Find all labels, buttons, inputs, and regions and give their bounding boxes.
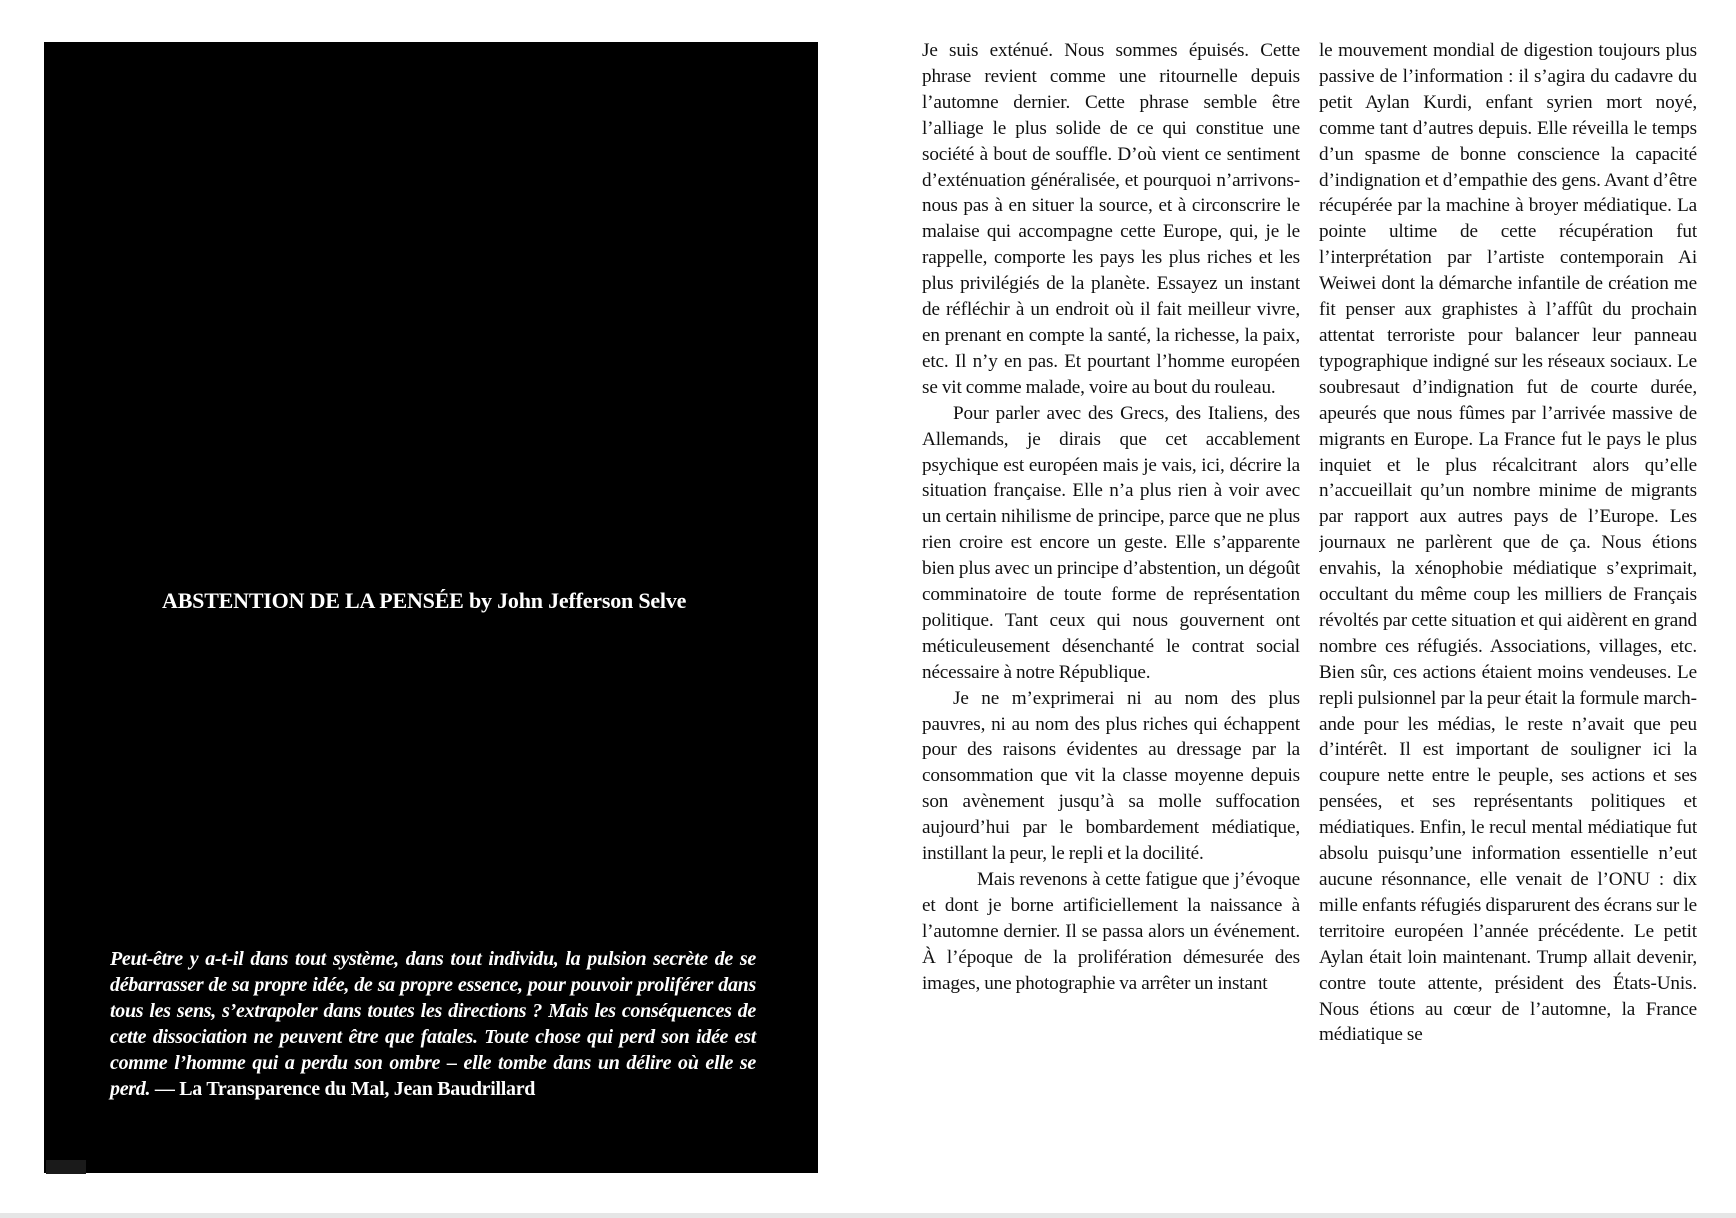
title-text: ABSTENTION DE LA PENSÉE: [162, 588, 464, 613]
paragraph: Je suis exténué. Nous sommes épuisés. Cette phrase revient comme une ritournelle depuis l’automne dernier. Cette phrase semble être l’alliage le plus solide de ce qui constitue une société à bout de souffle. D’où vient ce sentiment d’exténuation généralisée, et pourquoi n’arrivons-nous pas à en situer la source, et à circonscrire le malaise qui accompagne cette Europe, qui, je le rappelle, comporte les pays les plus riches et les plus privilégiés de la planète. Essayez un instant de réfléchir à un endroit où il fait meilleur vivre, en prenant en compte la santé, la richesse, la paix, etc. Il n’y en pas. Et pourtant l’homme européen se vit comme malade, voire au bout du rouleau.: [922, 40, 1300, 398]
article-title: [162, 587, 762, 615]
paragraph: Mais revenons à cette fatigue que j’évoque et dont je borne artificiellement la naissance à l’automne dernier. Il se passa alors un événement. À l’époque de la prolifération démesurée des images, une photographie va arrêter un instant: [922, 869, 1300, 994]
byline: by John Jefferson Selve: [468, 588, 687, 613]
epigraph-text: Peut-être y a-t-il dans tout système, dans tout individu, la pulsion secrète de se débarrasser de sa propre idée, de sa propre essence, pour pouvoir proliférer dans tous les sens, s’extrapoler dans toutes les directions ? Mais les conséquences de cette dissociation ne peuvent être que fatales. Toute chose qui perd son idée est comme l’homme qui a perdu son ombre – elle tombe dans un délire où elle se perd.: [110, 948, 756, 1100]
epigraph-source: — La Transparence du Mal, Jean Baudrillard: [150, 1078, 536, 1100]
paragraph: Pour parler avec des Grecs, des Italiens, des Allemands, je dirais que cet accablement psychique est européen mais je vais, ici, décrire la situation française. Elle n’a plus rien à voir avec un certain nihilisme de principe, parce que ne plus rien croire est encore un geste. Elle s’apparente bien plus avec un principe d’abstention, un dégoût comminatoire de toute forme de représentation politique. Tant ceux qui nous gouvernent ont méticuleusement désenchanté le contrat social nécessaire à notre République.: [922, 402, 1300, 683]
paragraph: Je ne m’exprimerai ni au nom des plus pauvres, ni au nom des plus riches qui échappent pour des raisons évidentes au dressage par la consommation que vit la classe moyenne depuis son avènement jusqu’à sa molle suffocation aujourd’hui par le bombardement médiatique, instillant la peur, le repli et la docilité.: [922, 687, 1300, 865]
text-column-2: [1319, 38, 1697, 1184]
page-number-mark: [46, 1160, 86, 1174]
left-page-black-panel: [44, 42, 818, 1173]
text-column-1: [922, 38, 1300, 1184]
epigraph: [110, 946, 756, 1102]
page-bottom-edge: [0, 1213, 1736, 1218]
paragraph: le mouvement mondial de digestion toujours plus passive de l’information : il s’agira du cadavre du petit Aylan Kurdi, enfant syrien mort noyé, comme tant d’autres depuis. Elle réveilla le temps d’un spasme de bonne conscience la capacité d’indignation et d’empathie des gens. Avant d’être récupérée par la machine à broyer médiatique. La pointe ultime de cette récupération fut l’interprétation par l’artiste contemporain Ai Weiwei dont la démarche infantile de création me fit penser aux graphistes à l’affût du prochain attentat terroriste pour balancer leur panneau typographique indigné sur les réseaux sociaux. Le soubresaut d’indignation fut de courte durée, apeurés que nous fûmes par l’arrivée massive de migrants en Europe. La France fut le pays le plus inquiet et le plus récalcitrant alors qu’elle n’accueillait qu’un nombre minime de migrants par rapport aux autres pays de l’Europe. Les journaux ne parlèrent que de ça. Nous étions envahis, la xénophobie médiatique s’exprimait, occultant du même coup les milliers de Français révoltés par cette situation et qui aidèrent en grand nombre ces réfugiés. Associations, villages, etc. Bien sûr, ces actions étaient moins vendeuses. Le repli pulsionnel par la peur était la formule marchande pour les médias, le reste n’avait que peu d’intérêt. Il est important de souligner ici la coupure nette entre le peuple, ses actions et ses pensées, et ses représentants politiques et médiatiques. Enfin, le recul mental médiatique fut absolu puisqu’une information essentielle n’eut aucune résonnance, elle venait de l’ONU : dix mille enfants réfugiés disparurent des écrans sur le territoire européen l’année précédente. Le petit Aylan était loin maintenant. Trump allait devenir, contre toute attente, président des États-Unis. Nous étions au cœur de l’automne, la France médiatique se: [1319, 40, 1697, 1046]
